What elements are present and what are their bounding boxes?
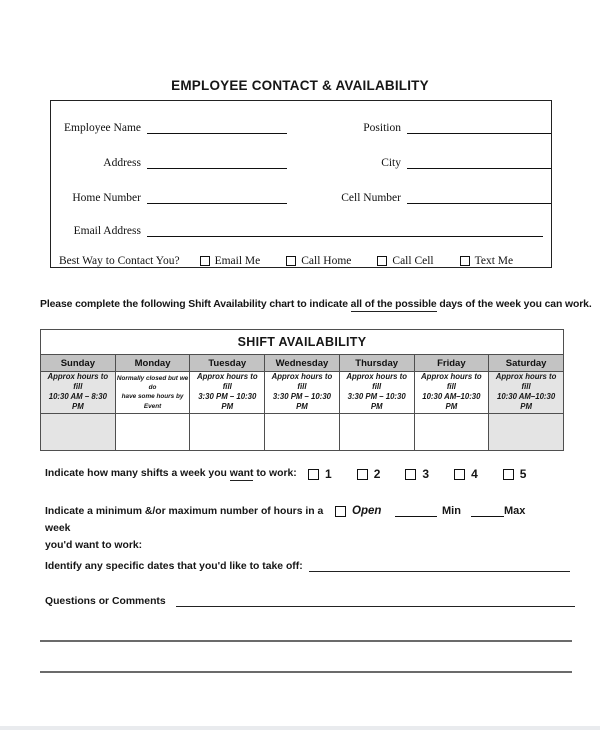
employee-name-field[interactable]	[147, 120, 287, 134]
instruction-underlined: all of the possible	[350, 299, 437, 310]
dates-field[interactable]	[309, 555, 570, 572]
employee-name-group	[59, 120, 287, 134]
shifts-3-label: 3	[422, 467, 430, 481]
best-way-label: Best Way to Contact You?	[59, 254, 180, 267]
option-email-me-label: Email Me	[214, 254, 261, 267]
day-header-tuesday: Tuesday	[190, 355, 265, 372]
availability-cell-thursday[interactable]	[339, 413, 414, 450]
cell-number-group	[319, 190, 551, 204]
hours-thursday: Approx hours to fill 3:30 PM – 10:30 PM	[339, 372, 414, 414]
availability-cell-monday[interactable]	[115, 413, 190, 450]
email-address-field[interactable]	[147, 223, 543, 237]
open-label: Open	[352, 505, 382, 517]
shifts-options	[308, 467, 526, 481]
availability-cell-tuesday[interactable]	[190, 413, 265, 450]
max-field[interactable]	[471, 503, 504, 517]
option-open[interactable]	[335, 505, 381, 517]
hours-wednesday: Approx hours to fill 3:30 PM – 10:30 PM	[265, 372, 340, 414]
max-label: Max	[503, 505, 526, 517]
page-bottom-edge	[0, 726, 600, 730]
hours-question-text	[45, 503, 345, 554]
shifts-2-label: 2	[373, 467, 381, 481]
city-group	[319, 155, 551, 169]
hours-monday: Normally closed but we do have some hours by Event	[115, 372, 190, 414]
page-title: EMPLOYEE CONTACT & AVAILABILITY	[171, 78, 429, 93]
availability-cell-sunday[interactable]	[41, 413, 116, 450]
checkbox-shifts-2[interactable]	[357, 469, 368, 480]
day-header-monday: Monday	[115, 355, 190, 372]
contact-info-box	[50, 100, 552, 268]
shifts-4-label: 4	[471, 467, 478, 481]
table-title: SHIFT AVAILABILITY	[41, 330, 564, 355]
contact-row-3	[59, 187, 543, 204]
address-group	[59, 155, 287, 169]
option-shifts-3[interactable]	[405, 467, 429, 481]
shifts-5-label: 5	[519, 467, 527, 481]
checkbox-shifts-4[interactable]	[454, 469, 465, 480]
day-header-thursday: Thursday	[339, 355, 414, 372]
shift-availability-table	[40, 329, 564, 451]
best-way-row	[59, 251, 543, 270]
day-header-saturday: Saturday	[489, 355, 564, 372]
comments-field[interactable]	[176, 590, 575, 607]
checkbox-shifts-1[interactable]	[308, 469, 319, 480]
table-entry-row	[41, 413, 564, 450]
position-group	[319, 120, 551, 134]
cell-number-label: Cell Number	[341, 192, 401, 204]
checkbox-email-me[interactable]	[200, 256, 210, 266]
day-header-wednesday: Wednesday	[265, 355, 340, 372]
checkbox-text-me[interactable]	[460, 256, 470, 266]
table-days-row	[41, 355, 564, 372]
shifts-question-prefix: Indicate how many shifts a week you	[45, 468, 230, 479]
day-header-sunday: Sunday	[41, 355, 116, 372]
comments-question-label: Questions or Comments	[45, 596, 166, 607]
option-call-home-label: Call Home	[301, 254, 352, 267]
instruction-prefix: Please complete the following Shift Availability chart to indicate	[40, 299, 351, 310]
checkbox-open[interactable]	[335, 506, 346, 517]
checkbox-call-home[interactable]	[286, 256, 296, 266]
address-label: Address	[103, 157, 141, 169]
table-hours-row	[41, 372, 564, 414]
checkbox-shifts-5[interactable]	[503, 469, 514, 480]
instruction-text	[40, 299, 592, 310]
email-address-label: Email Address	[73, 225, 141, 237]
shifts-1-label: 1	[325, 467, 332, 481]
cell-number-field[interactable]	[407, 190, 551, 204]
availability-cell-friday[interactable]	[414, 413, 489, 450]
dates-question-label: Identify any specific dates that you'd like to take off:	[45, 561, 303, 572]
min-max-fields	[395, 503, 525, 517]
city-label: City	[381, 157, 401, 169]
option-shifts-2[interactable]	[357, 467, 381, 481]
hours-sunday: Approx hours to fill 10:30 AM – 8:30 PM	[41, 372, 116, 414]
availability-cell-wednesday[interactable]	[265, 413, 340, 450]
hours-friday: Approx hours to fill 10:30 AM–10:30 PM	[414, 372, 489, 414]
comments-extra-line-2[interactable]	[40, 671, 572, 673]
checkbox-call-cell[interactable]	[377, 256, 387, 266]
min-field[interactable]	[395, 503, 437, 517]
contact-row-2	[59, 152, 543, 169]
table-title-row	[41, 330, 564, 355]
employee-name-label: Employee Name	[64, 122, 141, 134]
shifts-question-text	[45, 468, 297, 479]
dates-question	[45, 555, 570, 572]
option-call-cell-label: Call Cell	[392, 254, 434, 267]
hours-question-line1: Indicate a minimum &/or maximum number of hours in a week	[45, 506, 324, 534]
shifts-question-underlined: want	[229, 468, 254, 479]
hours-tuesday: Approx hours to fill 3:30 PM – 10:30 PM	[190, 372, 265, 414]
comments-question	[45, 590, 575, 607]
option-shifts-1[interactable]	[308, 467, 332, 481]
contact-row-1	[59, 117, 543, 134]
checkbox-shifts-3[interactable]	[405, 469, 416, 480]
home-number-field[interactable]	[147, 190, 287, 204]
home-number-label: Home Number	[72, 192, 141, 204]
option-email-me[interactable]	[200, 255, 261, 267]
option-call-home[interactable]	[286, 255, 351, 267]
address-field[interactable]	[147, 155, 287, 169]
availability-cell-saturday[interactable]	[489, 413, 564, 450]
shifts-question-suffix: to work:	[253, 468, 297, 479]
min-label: Min	[442, 505, 461, 517]
option-shifts-5[interactable]	[503, 467, 527, 481]
option-text-me[interactable]	[460, 255, 513, 267]
instruction-suffix: days of the week you can work.	[436, 299, 592, 310]
home-number-group	[59, 190, 287, 204]
day-header-friday: Friday	[414, 355, 489, 372]
comments-extra-line-1[interactable]	[40, 640, 572, 642]
option-text-me-label: Text Me	[474, 254, 514, 267]
option-call-cell[interactable]	[377, 255, 433, 267]
contact-row-email	[59, 220, 543, 237]
city-field[interactable]	[407, 155, 551, 169]
hours-question-line2: you'd want to work:	[45, 540, 143, 551]
option-shifts-4[interactable]	[454, 467, 478, 481]
position-label: Position	[363, 122, 401, 134]
hours-saturday: Approx hours to fill 10:30 AM–10:30 PM	[489, 372, 564, 414]
position-field[interactable]	[407, 120, 551, 134]
